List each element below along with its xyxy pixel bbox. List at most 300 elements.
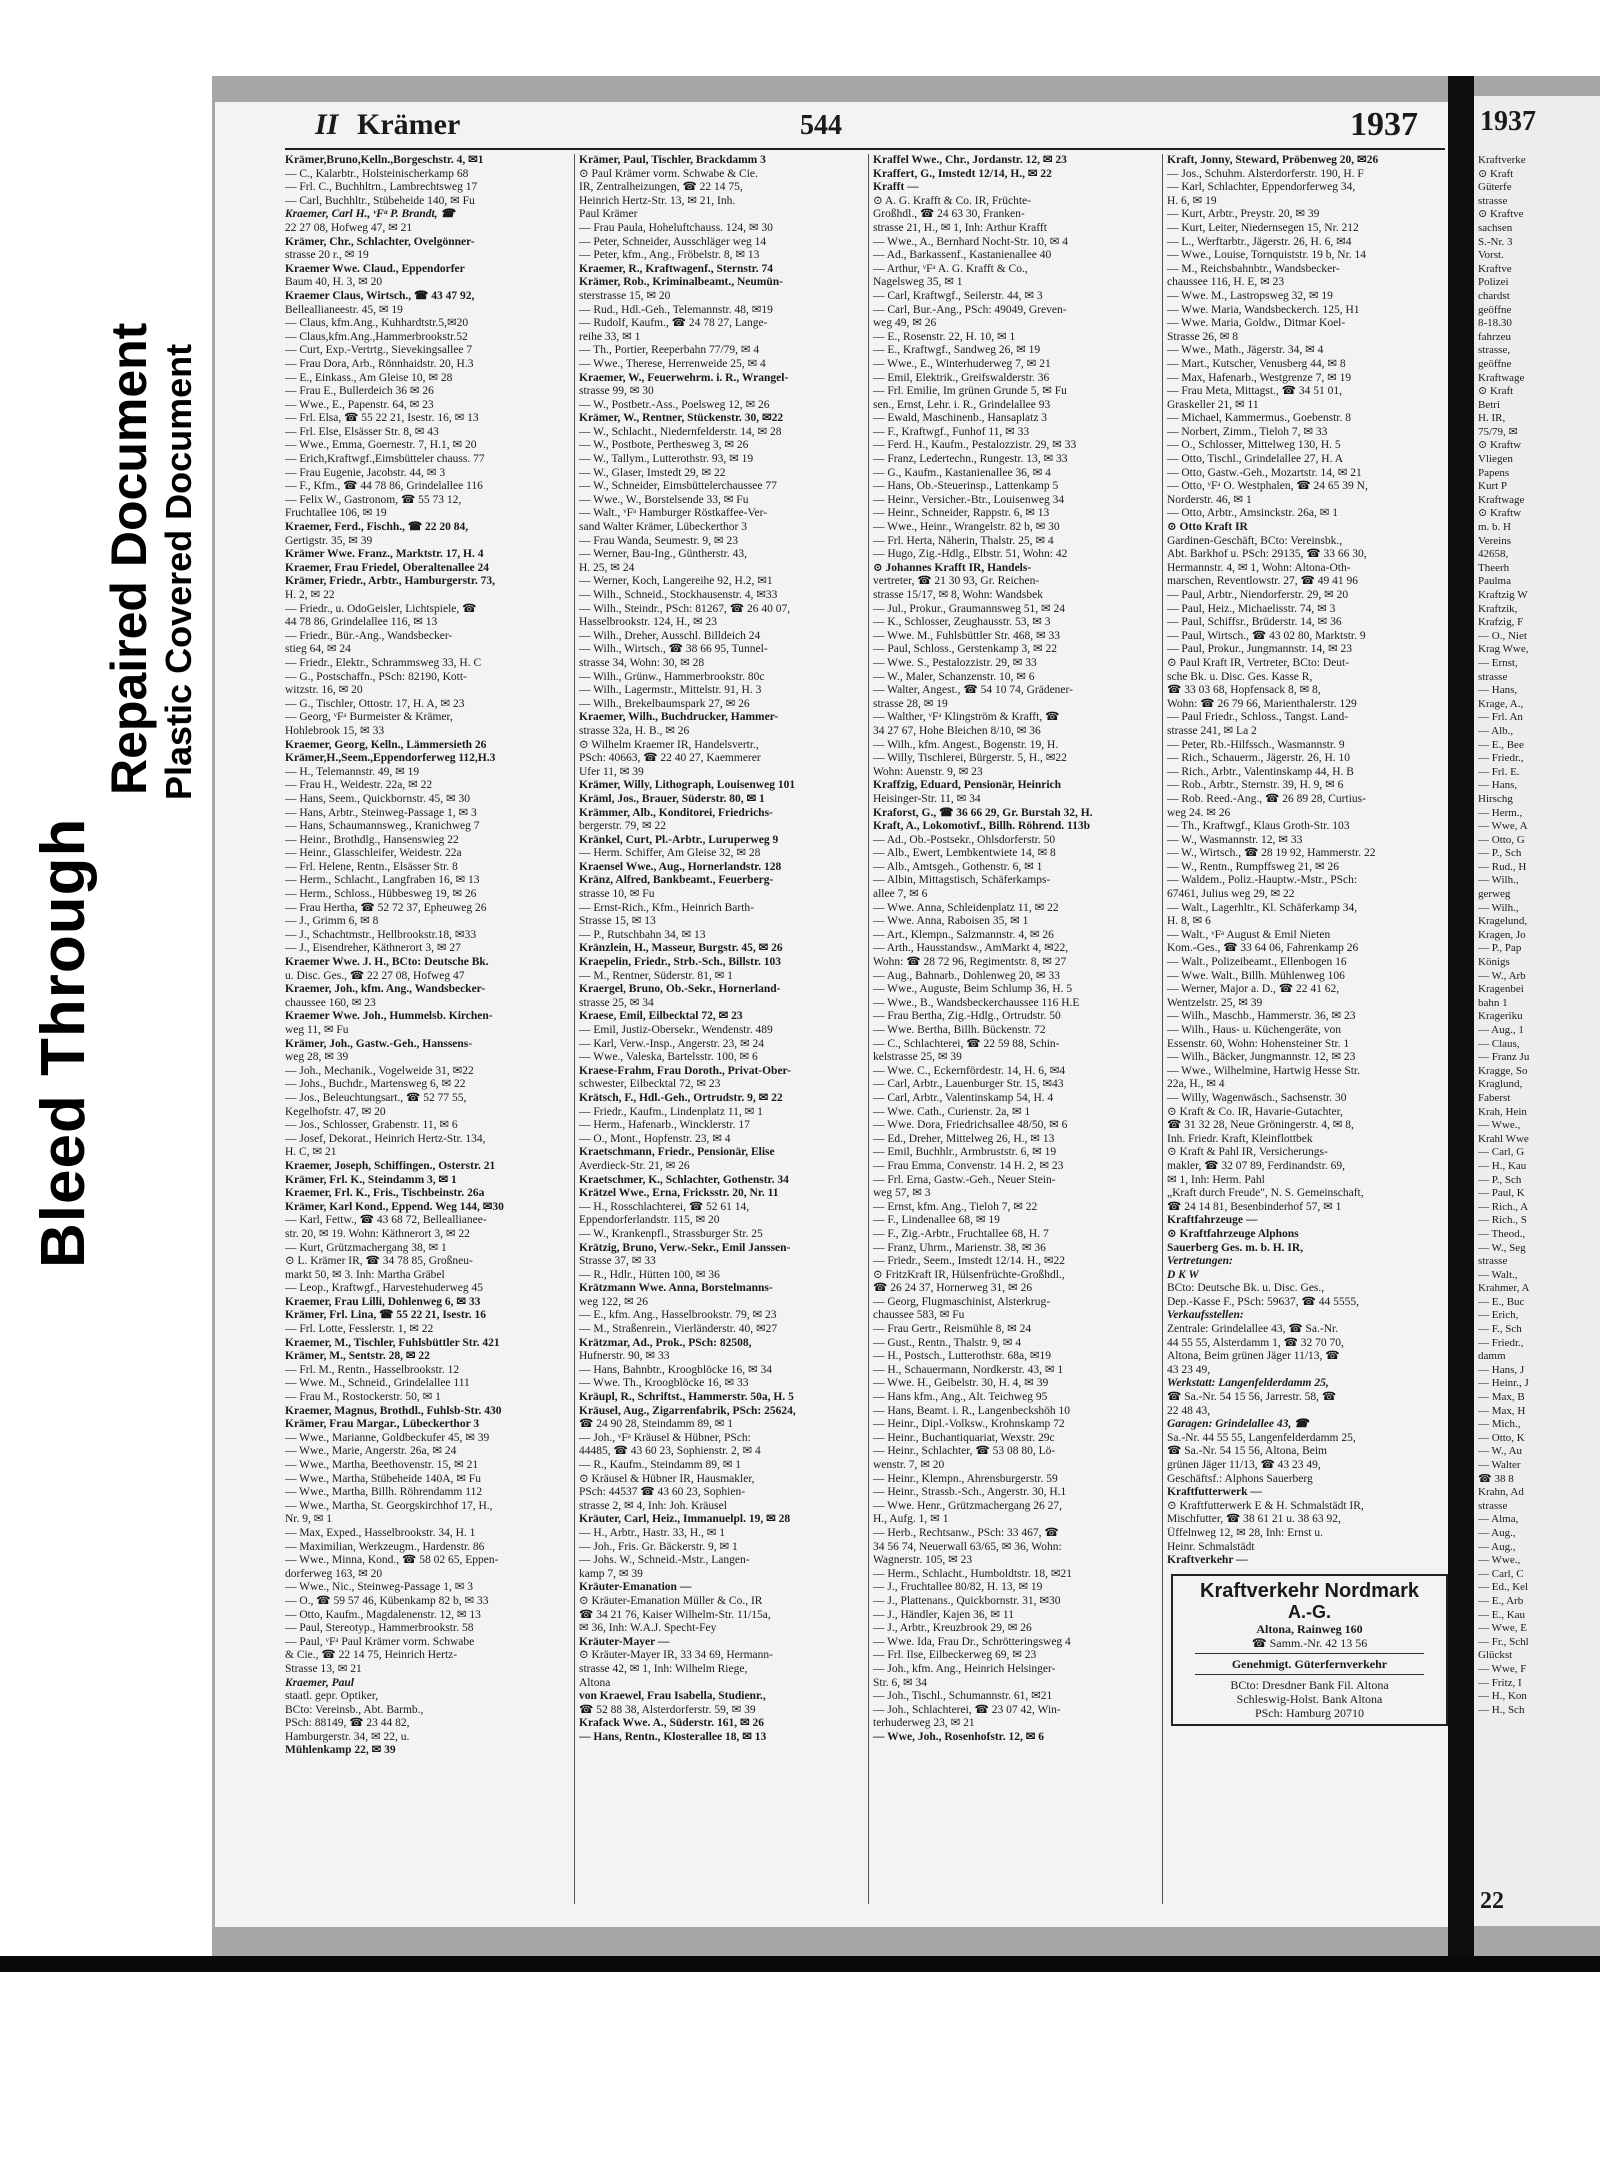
- directory-entry-line: — Wwe., A., Bernhard Nocht-Str. 10, ✉ 4: [873, 235, 1068, 248]
- directory-entry-line: ☎ 26 24 37, Hornerweg 31, ✉ 26: [873, 1282, 1033, 1295]
- directory-entry-line: — Heinr., Strassb.-Sch., Angerstr. 30, H.1: [873, 1486, 1067, 1499]
- next-page-line: — Herm.,: [1478, 806, 1523, 819]
- next-page-line: — H., Sch: [1478, 1703, 1525, 1716]
- directory-entry-line: Großhdl., ☎ 24 63 30, Franken-: [873, 208, 1025, 221]
- directory-entry-line: — Otto, Tischl., Grindelallee 27, H. A: [1167, 453, 1344, 466]
- next-page-line: — Ernst,: [1478, 656, 1518, 669]
- next-page-line: Polizei: [1478, 276, 1509, 289]
- directory-entry-line: — Wwe., Heinr., Wrangelstr. 82 b, ✉ 30: [873, 521, 1060, 534]
- directory-entry-line: — Karl, Verw.-Insp., Angerstr. 23, ✉ 24: [579, 1037, 764, 1050]
- directory-entry-line: Hohlebrook 15, ✉ 33: [285, 724, 385, 737]
- directory-entry-line: 22a, H., ✉ 4: [1167, 1078, 1225, 1091]
- directory-entry-line: — Ewald, Maschinenb., Hansaplatz 3: [873, 412, 1048, 425]
- directory-entry-line: Krämmer, Alb., Konditorei, Friedrichs-: [579, 806, 773, 819]
- directory-entry-line: weg 122, ✉ 26: [579, 1295, 649, 1308]
- directory-entry-line: — Hans, Ob.-Steuerinsp., Lattenkamp 5: [873, 480, 1059, 493]
- directory-entry-line: Kraemer, Paul: [285, 1676, 355, 1689]
- directory-entry-line: — Wwe., Martha, Stübeheide 140A, ✉ Fu: [285, 1472, 481, 1485]
- next-page-line: H. IR,: [1478, 412, 1506, 425]
- next-page-line: — P., Sch: [1478, 1173, 1522, 1186]
- next-page-line: 75/79, ✉: [1478, 425, 1518, 438]
- directory-entry-line: — Paul, ᵛFᵃ Paul Krämer vorm. Schwabe: [285, 1635, 475, 1648]
- directory-entry-line: — Wwe., Therese, Herrenweide 25, ✉ 4: [579, 357, 766, 370]
- directory-entry-line: Kraemer Wwe. J. H., BCto: Deutsche Bk.: [285, 956, 489, 969]
- next-page-line: strasse: [1478, 1499, 1508, 1512]
- directory-entry-line: ☎ 33 03 68, Hopfensack 8, ✉ 8,: [1167, 684, 1321, 697]
- next-page-line: damm: [1478, 1350, 1506, 1363]
- directory-entry-line: Kraemer, Wilh., Buchdrucker, Hammer-: [579, 711, 779, 724]
- directory-entry-line: — Wwe., Nic., Steinweg-Passage 1, ✉ 3: [285, 1581, 473, 1594]
- directory-entry-line: — Wwe. Cath., Curienstr. 2a, ✉ 1: [873, 1105, 1031, 1118]
- directory-entry-line: — W., Schlacht., Niedernfelderstr. 14, ✉ 28: [579, 425, 782, 438]
- next-page-line: — H., Kon: [1478, 1690, 1527, 1703]
- directory-entry-line: — J., Händler, Kajen 36, ✉ 11: [873, 1608, 1014, 1621]
- directory-entry-line: ☎ 24 14 81, Besenbinderhof 57, ✉ 1: [1167, 1200, 1342, 1213]
- directory-entry-line: — Walt., Polizeibeamt., Ellenbogen 16: [1167, 956, 1347, 969]
- year: 1937: [1350, 106, 1418, 143]
- next-page-line: Krahn, Ad: [1478, 1486, 1524, 1499]
- directory-entry-line: strasse 20 r., ✉ 19: [285, 249, 369, 262]
- directory-entry-line: 34 27 67, Hohe Bleichen 8/10, ✉ 36: [873, 724, 1041, 737]
- next-page-edge: [1474, 96, 1600, 1926]
- next-page-line: — E., Arb: [1478, 1594, 1524, 1607]
- directory-entry-line: — Wwe., Louise, Tornquiststr. 19 b, Nr. 14: [1167, 249, 1367, 262]
- directory-entry-line: — Claus,kfm.Ang.,Hammerbrookstr.52: [285, 330, 468, 343]
- next-page-line: Krahl Wwe: [1478, 1132, 1529, 1145]
- directory-entry-line: ⊙ Wilhelm Kraemer IR, Handelsvertr.,: [579, 738, 759, 751]
- next-page-line: Betri: [1478, 398, 1500, 411]
- next-page-line: — Friedr.,: [1478, 1336, 1524, 1349]
- directory-entry-line: strasse 10, ✉ Fu: [579, 888, 655, 901]
- directory-entry-line: weg 24. ✉ 26: [1167, 806, 1231, 819]
- directory-entry-line: H. 25, ✉ 24: [579, 561, 635, 574]
- directory-entry-line: strasse 25, ✉ 34: [579, 996, 654, 1009]
- directory-entry-line: — W., Schneider, Eimsbüttelerchaussee 77: [579, 480, 777, 493]
- next-page-line: — Carl, G: [1478, 1146, 1525, 1159]
- directory-entry-line: Werkstatt: Langenfelderdamm 25,: [1167, 1377, 1329, 1390]
- directory-entry-line: — M., Reichsbahnbtr., Wandsbecker-: [1167, 262, 1340, 275]
- next-page-line: — Aug., 1: [1478, 1024, 1524, 1036]
- directory-entry-line: — Carl, Arbtr., Valentinskamp 54, H. 4: [873, 1091, 1054, 1104]
- directory-entry-line: Krämer, Friedr., Arbtr., Hamburgerstr. 73,: [285, 575, 496, 588]
- directory-entry-line: — Johs. W., Schneid.-Mstr., Langen-: [579, 1554, 750, 1567]
- directory-entry-line: Zentrale: Grindelallee 43, ☎ Sa.-Nr.: [1167, 1323, 1339, 1336]
- directory-entry-line: Altona, Beim grünen Jäger 11/13, ☎: [1167, 1350, 1340, 1363]
- directory-entry-line: Krätzmar, Ad., Prok., PSch: 82508,: [579, 1336, 752, 1349]
- directory-entry-line: Kraemer, Magnus, Brothdl., Fuhlsb-Str. 430: [285, 1404, 502, 1417]
- next-page-line: — Fritz, I: [1478, 1676, 1522, 1689]
- directory-entry-line: — Wwe., Martha, Billh. Röhrendamm 112: [285, 1486, 483, 1499]
- directory-entry-line: ☎ 34 21 76, Kaiser Wilhelm-Str. 11/15a,: [579, 1608, 771, 1621]
- directory-entry-line: — Wilh., kfm. Angest., Bogenstr. 19, H.: [873, 738, 1059, 751]
- directory-entry-line: Kraforst, G., ☎ 36 66 29, Gr. Burstah 32, H.: [873, 806, 1093, 819]
- directory-entry-line: makler, ☎ 32 07 89, Ferdinandstr. 69,: [1167, 1159, 1346, 1172]
- directory-entry-line: — Frau Emma, Convenstr. 14 H. 2, ✉ 23: [873, 1159, 1064, 1172]
- directory-entry-line: strasse 99, ✉ 30: [579, 385, 654, 398]
- directory-entry-line: — Frl. Else, Elsässer Str. 8, ✉ 43: [285, 425, 439, 438]
- directory-entry-line: Wentzelstr. 25, ✉ 39: [1167, 996, 1263, 1009]
- directory-entry-line: Krämer, Chr., Schlachter, Ovelgönner-: [285, 235, 475, 248]
- directory-entry-line: — Heinr., Buchantiquariat, Wexstr. 29c: [873, 1431, 1055, 1444]
- directory-entry-line: — Frau Paula, Hoheluftchauss. 124, ✉ 30: [579, 221, 773, 234]
- next-page-line: ⊙ Kraftve: [1478, 208, 1524, 221]
- directory-entry-line: Kraese, Emil, Eilbecktal 72, ✉ 23: [579, 1010, 743, 1023]
- directory-entry-line: — J., Fruchtallee 80/82, H. 13, ✉ 19: [873, 1581, 1043, 1594]
- next-page-line: — Claus,: [1478, 1037, 1520, 1050]
- directory-entry-line: ☎ 52 88 38, Alsterdorferstr. 59, ✉ 39: [579, 1703, 756, 1716]
- side-labels: [0, 0, 200, 2177]
- directory-entry-line: Baum 40, H. 3, ✉ 20: [285, 276, 383, 289]
- directory-entry-line: — Wwe., E., Papenstr. 64, ✉ 23: [285, 398, 434, 411]
- directory-entry-line: — J., Schachtmstr., Hellbrookstr.18, ✉33: [285, 928, 477, 941]
- next-page-line: Kraftve: [1478, 262, 1512, 275]
- directory-entry-line: — Wwe. M., Schneid., Grindelallee 111: [285, 1377, 470, 1390]
- directory-entry-line: — L., Werftarbtr., Jägerstr. 26, H. 6, ✉4: [1167, 235, 1352, 248]
- directory-entry-line: — W., Wasmannstr. 12, ✉ 33: [1167, 833, 1303, 846]
- next-page-line: — Friedr.,: [1478, 752, 1524, 765]
- directory-entry-line: — Heinr., Brothdlg., Hansenswieg 22: [285, 833, 459, 846]
- directory-entry-line: Krämer, M., Sentstr. 28, ✉ 22: [285, 1350, 430, 1363]
- directory-entry-line: — Wwe., Martha, St. Georgskirchhof 17, H.,: [285, 1499, 493, 1512]
- directory-entry-line: Wagnerstr. 105, ✉ 23: [873, 1554, 973, 1567]
- directory-entry-line: — H., Arbtr., Hastr. 33, H., ✉ 1: [579, 1526, 726, 1539]
- directory-entry-line: — Joh., Fris. Gr. Bäckerstr. 9, ✉ 1: [579, 1540, 738, 1553]
- directory-entry-line: Kraemer, M., Tischler, Fuhlsbüttler Str. 421: [285, 1336, 500, 1349]
- column-4: [1167, 154, 1452, 1904]
- directory-entry-line: Kraftfutterwerk —: [1167, 1486, 1262, 1499]
- directory-entry-line: — Frau Eugenie, Jacobstr. 44, ✉ 3: [285, 466, 446, 479]
- directory-entry-line: Krämer, Frl. K., Steindamm 3, ✉ 1: [285, 1173, 457, 1186]
- page-number: 544: [800, 110, 842, 141]
- directory-entry-line: — Wilh., Grünw., Hammerbrookstr. 80c: [579, 670, 765, 683]
- directory-entry-line: Norderstr. 46, ✉ 1: [1167, 493, 1252, 506]
- directory-entry-line: Kräuter-Emanation —: [579, 1581, 692, 1594]
- next-page-line: S.-Nr. 3: [1478, 235, 1513, 248]
- directory-page: [215, 102, 1455, 1927]
- directory-entry-line: Hufnerstr. 90, ✉ 33: [579, 1350, 670, 1363]
- next-page-line: — W., Au: [1478, 1445, 1523, 1458]
- next-page-line: — Rich., S: [1478, 1214, 1527, 1227]
- directory-entry-line: H., Aufg. 1, ✉ 1: [873, 1513, 949, 1526]
- directory-entry-line: Strasse 26, ✉ 8: [1167, 330, 1238, 343]
- directory-entry-line: Krämer,H.,Seem.,Eppendorferweg 112,H.3: [285, 752, 496, 765]
- directory-entry-line: — Hans, Bahnbtr., Kroogblöcke 16, ✉ 34: [579, 1363, 772, 1376]
- directory-entry-line: Kegelhofstr. 47, ✉ 20: [285, 1105, 386, 1118]
- directory-entry-line: — Hans kfm., Ang., Alt. Teichweg 95: [873, 1391, 1048, 1404]
- directory-entry-line: — F., Kfm., ☎ 44 78 86, Grindelallee 116: [285, 480, 483, 493]
- directory-entry-line: — Mart., Kutscher, Venusberg 44, ✉ 8: [1167, 357, 1346, 370]
- directory-entry-line: — Heinr., Klempn., Ahrensburgerstr. 59: [873, 1472, 1058, 1485]
- directory-entry-line: — W., Postbote, Perthesweg 3, ✉ 26: [579, 439, 749, 452]
- directory-entry-line: — Wwe. H., Geibelstr. 30, H. 4, ✉ 39: [873, 1377, 1049, 1390]
- directory-entry-line: — Frl. Elsa, ☎ 55 22 21, Isestr. 16, ✉ 13: [285, 412, 479, 425]
- next-page-line: — Mich.,: [1478, 1418, 1521, 1431]
- directory-entry-line: — Alb., Amtsgeh., Gothenstr. 6, ✉ 1: [873, 860, 1043, 873]
- directory-entry-line: — Frau E., Bullerdeich 36 ✉ 26: [285, 385, 434, 398]
- directory-entry-line: Kraemer, R., Kraftwagenf., Sternstr. 74: [579, 262, 773, 275]
- directory-entry-line: Kraese-Frahm, Frau Doroth., Privat-Ober-: [579, 1064, 792, 1077]
- next-page-line: strasse: [1478, 194, 1508, 207]
- directory-entry-line: Nagelsweg 35, ✉ 1: [873, 276, 963, 289]
- directory-entry-line: H. 8, ✉ 6: [1167, 915, 1211, 928]
- directory-entry-line: — F., Zig.-Arbtr., Fruchtallee 68, H. 7: [873, 1227, 1049, 1240]
- directory-entry-line: Belleallianeestr. 45, ✉ 19: [285, 303, 403, 316]
- directory-entry-line: Kraffert, G., Imstedt 12/14, H., ✉ 22: [873, 167, 1052, 180]
- directory-entry-line: — Joh., kfm. Ang., Heinrich Helsinger-: [873, 1662, 1056, 1675]
- directory-entry-line: — Werner, Bau-Ing., Güntherstr. 43,: [579, 548, 747, 561]
- directory-entry-line: — M., Rentner, Süderstr. 81, ✉ 1: [579, 969, 733, 982]
- bleed-through-label: Bleed Through: [29, 817, 98, 1268]
- directory-entry-line: Kraemer, Ferd., Fischh., ☎ 22 20 84,: [285, 521, 469, 534]
- directory-entry-line: — Paul, Heiz., Michaelisstr. 74, ✉ 3: [1167, 602, 1336, 615]
- directory-entry-line: sand Walter Krämer, Lübeckerthor 3: [579, 521, 747, 534]
- directory-entry-line: chaussee 116, H. E, ✉ 23: [1167, 276, 1285, 289]
- directory-entry-line: ⊙ Kraftfahrzeuge Alphons: [1167, 1227, 1299, 1240]
- directory-entry-line: — W., Glaser, Imstedt 29, ✉ 22: [579, 466, 726, 479]
- directory-entry-line: — Otto, Gastw.-Geh., Mozartstr. 14, ✉ 21: [1167, 466, 1362, 479]
- directory-entry-line: — Walt., ᵛFᵃ August & Emil Nieten: [1167, 928, 1331, 941]
- directory-entry-line: ☎ 31 32 28, Neue Gröningerstr. 4, ✉ 8,: [1167, 1119, 1354, 1132]
- directory-entry-line: Kraffzig, Eduard, Pensionär, Heinrich: [873, 779, 1062, 792]
- next-page-line: ⊙ Kraftw: [1478, 507, 1522, 520]
- next-page-line: — Frl. E.: [1478, 765, 1520, 778]
- next-page-line: Krah, Hein: [1478, 1105, 1527, 1118]
- directory-entry-line: Nr. 9, ✉ 1: [285, 1513, 333, 1526]
- directory-entry-line: chaussee 160, ✉ 23: [285, 996, 376, 1009]
- directory-entry-line: weg 49, ✉ 26: [873, 317, 937, 330]
- ad-bank: BCto: Dresdner Bank Fil. Altona: [1230, 1677, 1389, 1692]
- directory-entry-line: — Frau Wanda, Seumestr. 9, ✉ 23: [579, 534, 738, 547]
- next-page-line: — Hans, J: [1478, 1363, 1525, 1376]
- next-page-line: Krahmer, A: [1478, 1282, 1530, 1295]
- directory-entry-line: — Otto, ᵛFᵃ O. Westphalen, ☎ 24 65 39 N,: [1167, 480, 1368, 493]
- directory-entry-line: — E., Einkass., Am Gleise 10, ✉ 28: [285, 371, 453, 384]
- directory-entry-line: — Arthur, ᵛFᵃ A. G. Krafft & Co.,: [873, 262, 1028, 275]
- directory-entry-line: — Carl, Buchhltr., Stübeheide 140, ✉ Fu: [285, 194, 475, 207]
- directory-entry-line: — Ferd. H., Kaufm., Pestalozzistr. 29, ✉ 33: [873, 439, 1077, 452]
- directory-entry-line: H. 2, ✉ 22: [285, 589, 335, 601]
- directory-entry-line: u. Disc. Ges., ☎ 22 27 08, Hofweg 47: [285, 969, 465, 982]
- directory-entry-line: Krätsch, F., Hdl.-Geh., Ortrudstr. 9, ✉ 22: [579, 1091, 783, 1104]
- directory-entry-line: — H., Schauermann, Nordkerstr. 43, ✉ 1: [873, 1363, 1064, 1376]
- directory-entry-line: 44485, ☎ 43 60 23, Sophienstr. 2, ✉ 4: [579, 1445, 761, 1458]
- directory-entry-line: — R., Kaufm., Steindamm 89, ✉ 1: [579, 1459, 741, 1471]
- next-page-line: — P., Pap: [1478, 942, 1522, 955]
- directory-entry-line: Str. 6, ✉ 34: [873, 1676, 928, 1689]
- directory-entry-line: — F., Kraftwgf., Funhof 11, ✉ 33: [873, 425, 1030, 438]
- ad-bank: Schleswig-Holst. Bank Altona: [1236, 1691, 1383, 1706]
- directory-entry-line: Kraemer, Joseph, Schiffingen., Osterstr. 21: [285, 1159, 496, 1172]
- next-page-line: — W., Seg: [1478, 1241, 1526, 1254]
- directory-entry-line: Graskeller 21, ✉ 11: [1167, 398, 1259, 411]
- directory-entry-line: BCto: Vereinsb., Abt. Barmb.,: [285, 1703, 424, 1716]
- directory-entry-line: — Heinr., Versicher.-Btr., Louisenweg 34: [873, 493, 1065, 506]
- directory-entry-line: — Hans, Rentn., Klosterallee 18, ✉ 13: [579, 1730, 767, 1743]
- directory-entry-line: Krätzel Wwe., Erna, Fricksstr. 20, Nr. 11: [579, 1187, 779, 1200]
- directory-entry-line: Essenstr. 60, Wohn: Hohensteiner Str. 1: [1167, 1037, 1350, 1050]
- directory-entry-line: — Kurt, Grützmachergang 38, ✉ 1: [285, 1241, 447, 1254]
- directory-entry-line: — J., Plattenans., Quickbornstr. 31, ✉30: [873, 1594, 1061, 1607]
- plastic-covered-label: Plastic Covered Document: [158, 343, 199, 800]
- next-page-line: Glückst: [1478, 1649, 1513, 1662]
- directory-entry-line: reihe 33, ✉ 1: [579, 330, 641, 343]
- directory-entry-line: — Wwe., Marianne, Goldbeckufer 45, ✉ 39: [285, 1431, 490, 1444]
- next-page-line: — P., Sch: [1478, 847, 1522, 860]
- directory-entry-line: Averdieck-Str. 21, ✉ 26: [579, 1159, 690, 1172]
- directory-entry-line: — Wwe. S., Pestalozzistr. 29, ✉ 33: [873, 656, 1037, 669]
- next-page-line: — Wilh.,: [1478, 901, 1519, 914]
- directory-entry-line: ⊙ Paul Krämer vorm. Schwabe & Cie.: [579, 167, 758, 180]
- directory-entry-line: Paul Krämer: [579, 208, 638, 221]
- directory-entry-line: 22 48 43,: [1167, 1404, 1211, 1417]
- directory-entry-line: — Frau Gertr., Reismühle 8, ✉ 24: [873, 1323, 1032, 1336]
- directory-entry-line: sche Bk. u. Disc. Ges. Kasse R,: [1167, 670, 1313, 683]
- next-page-line: Krafzig, F: [1478, 616, 1524, 629]
- directory-entry-line: — Wilh., Lagermstr., Mittelstr. 91, H. 3: [579, 684, 762, 697]
- directory-entry-line: — Josef, Dekorat., Heinrich Hertz-Str. 134,: [285, 1132, 486, 1145]
- directory-entry-line: — Wilh., Dreher, Ausschl. Billdeich 24: [579, 629, 761, 642]
- directory-entry-line: — Georg, ᵛFᵃ Burmeister & Krämer,: [285, 711, 453, 724]
- directory-entry-line: — Werner, Koch, Langereihe 92, H.2, ✉1: [579, 575, 773, 588]
- next-page-line: — Wwe.,: [1478, 1119, 1521, 1132]
- next-page-line: — Walter: [1478, 1459, 1521, 1471]
- directory-entry-line: — Frl. Helene, Rentn., Elsässer Str. 8: [285, 860, 458, 873]
- directory-entry-line: Hermannstr. 4, ✉ 1, Wohn: Altona-Oth-: [1167, 561, 1351, 574]
- directory-entry-line: sterstrasse 15, ✉ 20: [579, 289, 671, 302]
- directory-entry-line: — Karl, Schlachter, Eppendorferweg 34,: [1167, 181, 1356, 194]
- directory-entry-line: Geschäftsf.: Alphons Sauerberg: [1167, 1472, 1313, 1485]
- directory-entry-line: — Peter, kfm., Ang., Fröbelstr. 8, ✉ 13: [579, 249, 760, 262]
- directory-entry-line: ⊙ Kräuter-Mayer IR, 33 34 69, Hermann-: [579, 1649, 773, 1662]
- next-page-line: — Alb.,: [1478, 724, 1514, 737]
- directory-entry-line: Kom.-Ges., ☎ 33 64 06, Fahrenkamp 26: [1167, 942, 1359, 955]
- directory-entry-line: Heinrich Hertz-Str. 13, ✉ 21, Inh.: [579, 194, 736, 207]
- directory-entry-line: — Frau M., Rostockerstr. 50, ✉ 1: [285, 1391, 441, 1404]
- directory-entry-line: — Paul, Wirtsch., ☎ 43 02 80, Marktstr. 9: [1167, 629, 1366, 642]
- directory-entry-line: — Wwe., Valeska, Bartelsstr. 100, ✉ 6: [579, 1051, 758, 1064]
- next-page-line: Krageriku: [1478, 1010, 1523, 1023]
- directory-entry-line: ⊙ A. G. Krafft & Co. IR, Früchte-: [873, 194, 1031, 207]
- directory-entry-line: strasse 34, Wohn: 30, ✉ 28: [579, 656, 705, 669]
- directory-entry-line: Kraftfahrzeuge —: [1167, 1214, 1258, 1227]
- next-page-line: Paulma: [1478, 575, 1511, 588]
- directory-entry-line: — Carl, Bur.-Ang., PSch: 49049, Greven-: [873, 303, 1067, 316]
- directory-entry-line: — G., Postschaffn., PSch: 82190, Kott-: [285, 670, 467, 683]
- next-page-line: Kraftzik,: [1478, 602, 1518, 615]
- next-page-line: — E., Bee: [1478, 738, 1524, 751]
- directory-entry-line: Kräuter-Mayer —: [579, 1635, 670, 1648]
- directory-entry-line: Krämer, Frau Margar., Lübeckerthor 3: [285, 1418, 480, 1431]
- directory-entry-line: — Rob. Reed.-Ang., ☎ 26 89 28, Curtius-: [1167, 792, 1366, 805]
- directory-entry-line: — Frau Bertha, Zig.-Hdlg., Ortrudstr. 50: [873, 1010, 1061, 1023]
- next-page-line: — Aug.,: [1478, 1526, 1516, 1539]
- directory-entry-line: — Curt, Exp.-Vertrtg., Sievekingsallee 7: [285, 344, 473, 357]
- next-page-line: Papens: [1478, 466, 1510, 479]
- directory-entry-line: — Hans, Schaumannsweg., Kranichweg 7: [285, 820, 480, 833]
- next-page-line: Vereins: [1478, 534, 1511, 547]
- directory-entry-line: 44 55 55, Alsterdamm 1, ☎ 32 70 70,: [1167, 1336, 1344, 1349]
- directory-entry-line: dorferweg 163, ✉ 20: [285, 1567, 383, 1580]
- directory-entry-line: — Walter, Angest., ☎ 54 10 74, Grädener-: [873, 684, 1073, 697]
- directory-entry-line: Kraft, Jonny, Steward, Pröbenweg 20, ✉26: [1167, 154, 1379, 166]
- directory-entry-line: — Johs., Buchdr., Martensweg 6, ✉ 22: [285, 1078, 466, 1091]
- directory-entry-line: — Waldem., Poliz.-Hauptw.-Mstr., PSch:: [1167, 874, 1358, 887]
- directory-entry-line: — Herm., Hafenarb., Wincklerstr. 17: [579, 1119, 750, 1132]
- next-page-line: fahrzeu: [1478, 330, 1511, 343]
- next-page-line: — Otto, G: [1478, 833, 1525, 846]
- directory-entry-line: — C., Kalarbtr., Holsteinischerkamp 68: [285, 167, 469, 180]
- directory-entry-line: — Art., Klempn., Salzmannstr. 4, ✉ 26: [873, 928, 1054, 941]
- column-divider: [868, 154, 869, 1904]
- directory-entry-line: Gertigstr. 35, ✉ 39: [285, 534, 373, 547]
- directory-entry-line: Kraemer Claus, Wirtsch., ☎ 43 47 92,: [285, 289, 475, 302]
- next-page-line: Krage, A.,: [1478, 697, 1524, 710]
- directory-entry-line: marschen, Reventlowstr. 27, ☎ 49 41 96: [1167, 575, 1358, 588]
- directory-entry-line: — Max, Hafenarb., Westgrenze 7, ✉ 19: [1167, 371, 1352, 384]
- directory-entry-line: — Heinr., Schneider, Rappstr. 6, ✉ 13: [873, 507, 1050, 520]
- directory-entry-line: — Wwe. Anna, Raboisen 35, ✉ 1: [873, 915, 1029, 928]
- column-3: [873, 154, 1158, 1904]
- directory-entry-line: ✉ 1, Inh: Herm. Pahl: [1167, 1173, 1265, 1186]
- directory-entry-line: — Wilh., Bäcker, Jungmannstr. 12, ✉ 23: [1167, 1051, 1356, 1064]
- next-page-line: m. b. H: [1478, 521, 1511, 534]
- directory-entry-line: — Rob., Arbtr., Sternstr. 39, H. 9, ✉ 6: [1167, 779, 1344, 792]
- directory-entry-line: ☎ Sa.-Nr. 54 15 56, Jarrestr. 58, ☎: [1167, 1391, 1337, 1404]
- next-page-line: — F., Sch: [1478, 1323, 1522, 1336]
- directory-entry-line: — Willy, Tischlerei, Bürgerstr. 5, H., ✉22: [873, 752, 1067, 765]
- next-page-line: Kragenbei: [1478, 983, 1524, 996]
- next-page-line: ⊙ Kraft: [1478, 167, 1514, 180]
- directory-entry-line: — Wwe., Martha, Beethovenstr. 15, ✉ 21: [285, 1459, 479, 1471]
- directory-entry-line: — Heinr., Dipl.-Volksw., Krohnskamp 72: [873, 1418, 1065, 1431]
- directory-entry-line: — Frl. Lotte, Fesslerstr. 1, ✉ 22: [285, 1323, 434, 1336]
- directory-entry-line: wenstr. 7, ✉ 20: [873, 1459, 945, 1471]
- directory-entry-line: — Paul Friedr., Schloss., Tangst. Land-: [1167, 711, 1349, 724]
- next-page-line: geöffne: [1478, 357, 1512, 370]
- directory-entry-line: ⊙ L. Krämer IR, ☎ 34 78 85, Großneu-: [285, 1255, 473, 1268]
- directory-entry-line: — G., Tischler, Ottostr. 17, H. A, ✉ 23: [285, 697, 465, 710]
- directory-entry-line: — Frau Dora, Arb., Rönnhaidstr. 20, H.3: [285, 357, 474, 370]
- directory-entry-line: witzstr. 16, ✉ 20: [285, 684, 363, 697]
- next-page-line: — Heinr., J: [1478, 1377, 1529, 1390]
- directory-entry-line: — Frl. Erna, Gastw.-Geh., Neuer Stein-: [873, 1173, 1056, 1186]
- kraftverkehr-advertisement: [1171, 1574, 1448, 1726]
- directory-entry-line: — Jul., Prokur., Graumannsweg 51, ✉ 24: [873, 602, 1066, 615]
- directory-entry-line: Krafack Wwe. A., Süderstr. 161, ✉ 26: [579, 1717, 765, 1730]
- directory-entry-line: — Friedr., Kaufm., Lindenplatz 11, ✉ 1: [579, 1105, 763, 1118]
- directory-entry-line: 67461, Julius weg 29, ✉ 22: [1167, 888, 1295, 901]
- directory-entry-line: „Kraft durch Freude", N. S. Gemeinschaft,: [1167, 1187, 1364, 1200]
- directory-entry-line: — Wwe. Th., Kroogblöcke 16, ✉ 33: [579, 1377, 749, 1390]
- directory-entry-line: Kraemer, W., Feuerwehrm. i. R., Wrangel-: [579, 371, 789, 384]
- directory-entry-line: terhuderweg 23, ✉ 21: [873, 1717, 975, 1730]
- next-page-line: — E., Kau: [1478, 1608, 1526, 1621]
- directory-entry-line: ⊙ Kräuter-Emanation Müller & Co., IR: [579, 1594, 763, 1607]
- directory-entry-line: Vertretungen:: [1167, 1255, 1233, 1268]
- directory-entry-line: — Paul, Schloss., Gerstenkamp 3, ✉ 22: [873, 643, 1058, 656]
- next-page-line: gerweg: [1478, 888, 1511, 901]
- header-rule: [285, 148, 1445, 150]
- directory-entry-line: — Wwe. Anna, Schleidenplatz 11, ✉ 22: [873, 901, 1059, 914]
- directory-entry-line: Ufer 11, ✉ 39: [579, 765, 644, 778]
- directory-entry-line: — H., Postsch., Lutterothstr. 68a, ✉19: [873, 1350, 1051, 1363]
- directory-entry-line: — Wwe. Henr., Grützmachergang 26 27,: [873, 1499, 1062, 1512]
- directory-entry-line: — Maximilian, Werkzeugm., Hardenstr. 86: [285, 1540, 485, 1553]
- directory-entry-line: — Hans, Beamt. i. R., Langenbeckshöh 10: [873, 1404, 1071, 1417]
- directory-entry-line: — Friedr., u. OdoGeisler, Lichtspiele, ☎: [285, 602, 477, 615]
- directory-entry-line: — Peter, Schneider, Ausschläger weg 14: [579, 235, 767, 248]
- directory-entry-line: Mühlenkamp 22, ✉ 39: [285, 1744, 396, 1757]
